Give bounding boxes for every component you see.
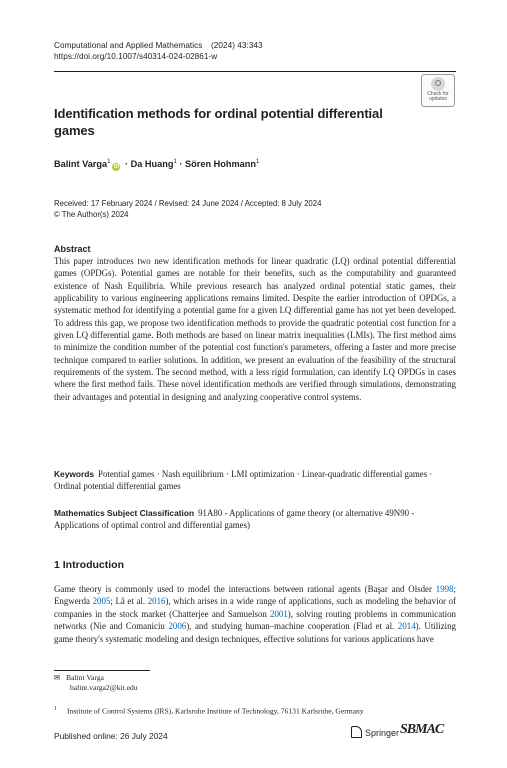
- journal-name: Computational and Applied Mathematics: [54, 41, 203, 50]
- envelope-icon: ✉: [54, 673, 61, 682]
- citation-link[interactable]: 2001: [270, 608, 288, 619]
- keywords-label: Keywords: [54, 469, 95, 479]
- published-online: Published online: 26 July 2024: [54, 731, 168, 741]
- citation-link[interactable]: 2016: [147, 596, 166, 607]
- author-separator: ·: [176, 159, 186, 169]
- citation-link[interactable]: 2006: [168, 621, 187, 632]
- msc-classification: [54, 507, 456, 532]
- affiliation-text: Institute of Control Systems (IRS), Karlsruhe Institute of Technology, 76131 Karlsruhe, Germany: [67, 706, 364, 716]
- sbmac-logo: SBMAC: [400, 722, 444, 737]
- author-affil-mark: 1: [107, 159, 111, 165]
- contact-name: Balint Varga: [66, 673, 104, 682]
- citation-link[interactable]: 1998: [435, 584, 454, 594]
- check-for-updates-line2: updates: [429, 96, 447, 103]
- check-for-updates-badge[interactable]: [421, 74, 455, 107]
- author-affil-mark: 1: [173, 159, 177, 165]
- received-dates: Received: 17 February 2024 / Revised: 24 June 2024 / Accepted: 8 July 2024: [54, 199, 322, 208]
- orcid-icon[interactable]: iD: [113, 164, 120, 170]
- author-name[interactable]: Sören Hohmann: [185, 159, 256, 169]
- check-for-updates-icon: [431, 77, 445, 91]
- section-heading: 1 Introduction: [54, 559, 124, 571]
- corresponding-author: [54, 673, 138, 694]
- affiliation-number: 1: [54, 706, 57, 712]
- intro-text: Game theory is commonly used to model the interactions between rational agents (Başar and Olsder: [54, 584, 436, 594]
- abstract-heading: Abstract: [54, 244, 91, 254]
- citation-link[interactable]: 2014: [397, 621, 416, 632]
- intro-text: ; Lã et al.: [110, 596, 148, 607]
- author-name[interactable]: Balint Varga: [54, 159, 108, 169]
- article-history: [54, 198, 321, 220]
- intro-text: ), solving routing problems in communication networks (Nie and Comaniciu: [54, 608, 456, 632]
- doi-link[interactable]: https://doi.org/10.1007/s40314-024-02861-w: [54, 52, 218, 61]
- article-title: Identification methods for ordinal potential differential games: [54, 106, 383, 138]
- affiliation-footnote: [54, 704, 364, 717]
- copyright-notice: © The Author(s) 2024: [54, 210, 129, 219]
- intro-text: ), which arises in a wide range of applications, such as modeling the behavior of companies in the stock market (Chatterjee and Samuelson: [54, 596, 456, 619]
- author-list: [54, 156, 259, 171]
- journal-issue: (2024) 43:343: [211, 41, 263, 50]
- author-separator: ·: [122, 159, 131, 169]
- header-rule: [54, 71, 456, 72]
- check-for-updates-line1: Check for: [427, 91, 449, 97]
- msc-text: 91A80 - Applications of game theory (or alternative 49N90 - Applications of optimal control and differential games): [54, 508, 415, 531]
- journal-header: [54, 40, 263, 62]
- citation-link[interactable]: 2005: [92, 596, 111, 607]
- intro-text: ). Utilizing game theory's systematic modeling and design techniques, effective solutions for various applications have: [54, 621, 456, 644]
- springer-name: Springer: [365, 728, 400, 738]
- msc-label: Mathematics Subject Classification: [54, 508, 195, 518]
- author-name[interactable]: Da Huang: [130, 159, 174, 169]
- footnote-rule: [54, 670, 150, 671]
- introduction-paragraph: [54, 583, 456, 645]
- intro-text: ), and studying human–machine cooperation (Flad et al.: [186, 621, 398, 632]
- springer-logo: [351, 726, 399, 738]
- springer-horse-icon: [351, 726, 362, 738]
- author-affil-mark: 1: [255, 159, 260, 165]
- contact-email[interactable]: balint.varga2@kit.edu: [70, 683, 138, 693]
- intro-text: ; Engwerda: [54, 584, 456, 607]
- keywords-text: Potential games · Nash equilibrium · LMI optimization · Linear-quadratic differential games · Ordinal potential differential games: [54, 469, 433, 492]
- keywords: [54, 468, 456, 493]
- abstract-text: This paper introduces two new identification methods for linear quadratic (LQ) ordinal potential differential games (OPDGs). Potential games are notable for their benefits, such as the computability and guaranteed existence of Nash Equilibria. While previous research has analyzed ordinal potential static games, their applicability to various engineering applications remains limited. Despite the earlier introduction of OPDGs, a systematic method for identifying a potential game for a given LQ differential game has not yet been developed. To address this gap, we propose two identification methods to provide the quadratic potential cost function for a given LQ differential game. Both methods are based on linear matrix inequalities (LMIs). The first method aims to minimize the condition number of the potential cost function's parameters, offering a faster and more precise technique compared to earlier solutions. In addition, we present an evaluation of the feasibility of the structural requirements of the system. The second method, with a less rigid formulation, can identify LQ OPDGs in cases where the first method fails. These novel identification methods are verified through simulations, demonstrating their advantages and potential in designing and analyzing cooperative control systems.: [54, 256, 456, 402]
